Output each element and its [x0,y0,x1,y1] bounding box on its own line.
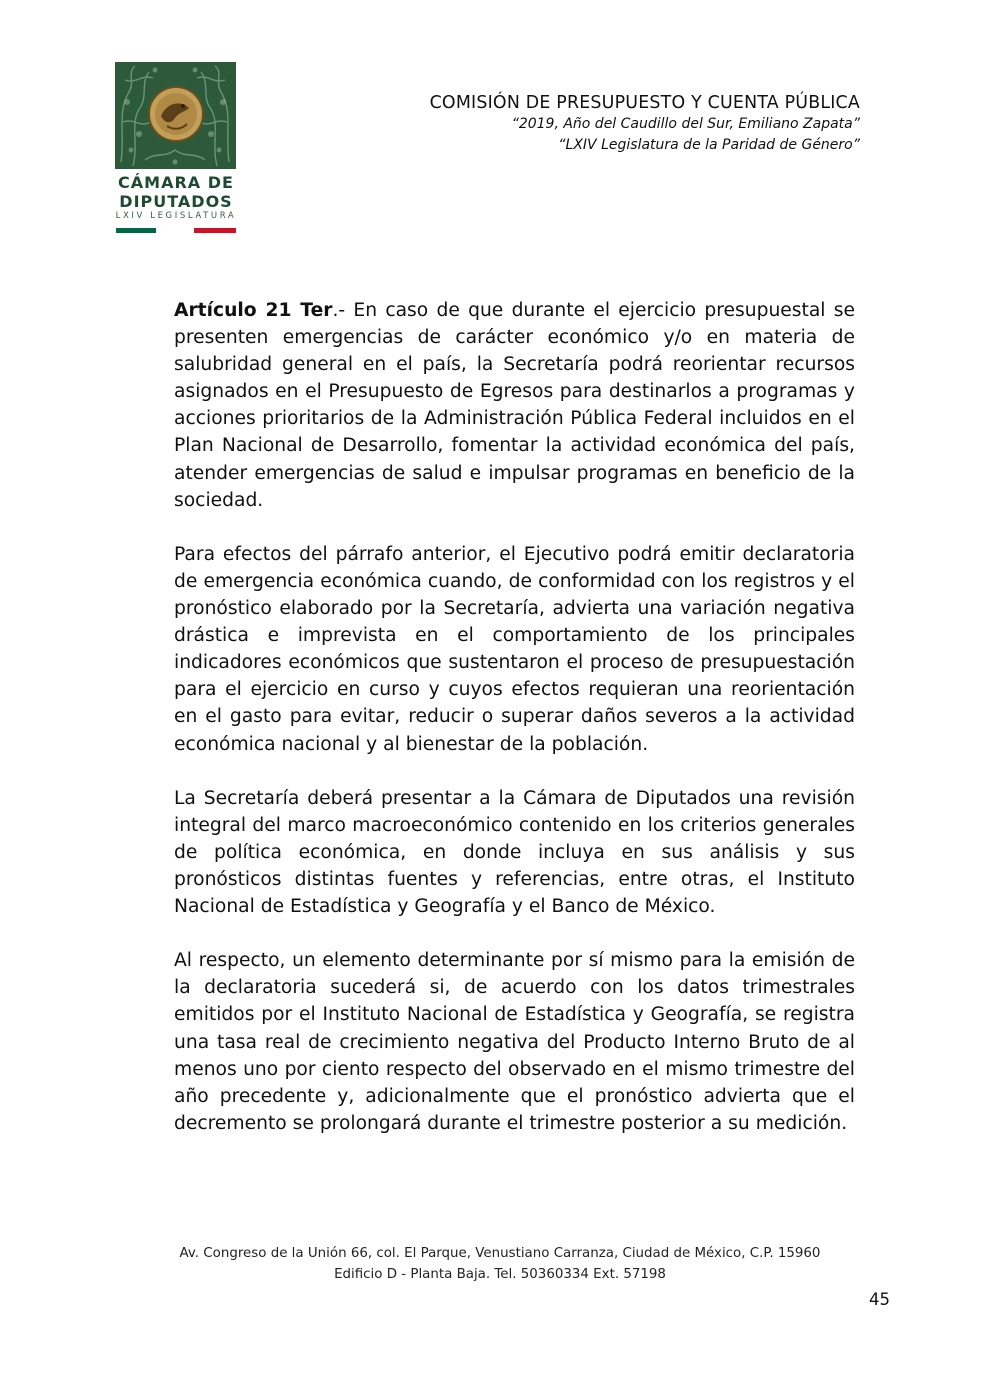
flag-color-bars [116,228,236,233]
paragraph-text: .- En caso de que durante el ejercicio presupuestal se presenten emergencias de carácter económico y/o en materia de salubridad general en el país, la Secretaría podrá reorientar recursos asignados en el Presupuesto de Egresos para destinarlos a programas y acciones prioritarios de la Administración Pública Federal incluidos en el Plan Nacional de Desarrollo, fomentar la actividad económica del país, atender emergencias de salud e impulsar programas en beneficio de la sociedad. [174,300,855,511]
coat-of-arms-emblem-icon [115,62,236,169]
logo-line-1: CÁMARA DE [118,173,234,192]
footer-address: Av. Congreso de la Unión 66, col. El Parque, Venustiano Carranza, Ciudad de México, C.P. 15960 [179,1246,821,1261]
logo-line-3: LXIV LEGISLATURA [115,211,237,221]
paragraph-article-21-ter [174,297,855,514]
document-footer [120,1243,880,1285]
document-body [174,297,855,1164]
document-header [300,92,860,156]
legislature-motto: “LXIV Legislatura de la Paridad de Género” [558,137,860,153]
year-motto: “2019, Año del Caudillo del Sur, Emiliano Zapata” [511,116,860,132]
paragraph-elemento-determinante: Al respecto, un elemento determinante por sí mismo para la emisión de la declaratoria sucederá si, de acuerdo con los datos trimestrales emitidos por el Instituto Nacional de Estadística y Geografía, se registra una tasa real de crecimiento negativa del Producto Interno Bruto de al menos uno por ciento respecto del observado en el mismo trimestre del año precedente y, adicionalmente que el pronóstico advierta que el decremento se prolongará durante el trimestre posterior a su medición. [174,950,855,1134]
commission-title: COMISIÓN DE PRESUPUESTO Y CUENTA PÚBLICA [429,93,860,113]
article-heading: Artículo 21 Ter [174,300,333,321]
logo-line-2: DIPUTADOS [119,192,233,211]
page-number: 45 [869,1290,890,1309]
paragraph-declaratoria: Para efectos del párrafo anterior, el Ejecutivo podrá emitir declaratoria de emergencia económica cuando, de conformidad con los registros y el pronóstico elaborado por la Secretaría, advierta una variación negativa drástica e imprevista en el comportamiento de los principales indicadores económicos que sustentaron el proceso de presupuestación para el ejercicio en curso y cuyos efectos requieran una reorientación en el gasto para evitar, reducir o superar daños severos a la actividad económica nacional y al bienestar de la población. [174,543,855,755]
footer-contact: Edificio D - Planta Baja. Tel. 50360334 Ext. 57198 [334,1267,666,1282]
camara-de-diputados-logo [115,62,237,237]
paragraph-revision-integral: La Secretaría deberá presentar a la Cámara de Diputados una revisión integral del marco macroeconómico contenido en los criterios generales de política económica, en donde incluya en sus análisis y sus pronósticos distintas fuentes y referencias, entre otras, el Instituto Nacional de Estadística y Geografía y el Banco de México. [174,787,855,918]
logo-wordmark [115,173,237,222]
